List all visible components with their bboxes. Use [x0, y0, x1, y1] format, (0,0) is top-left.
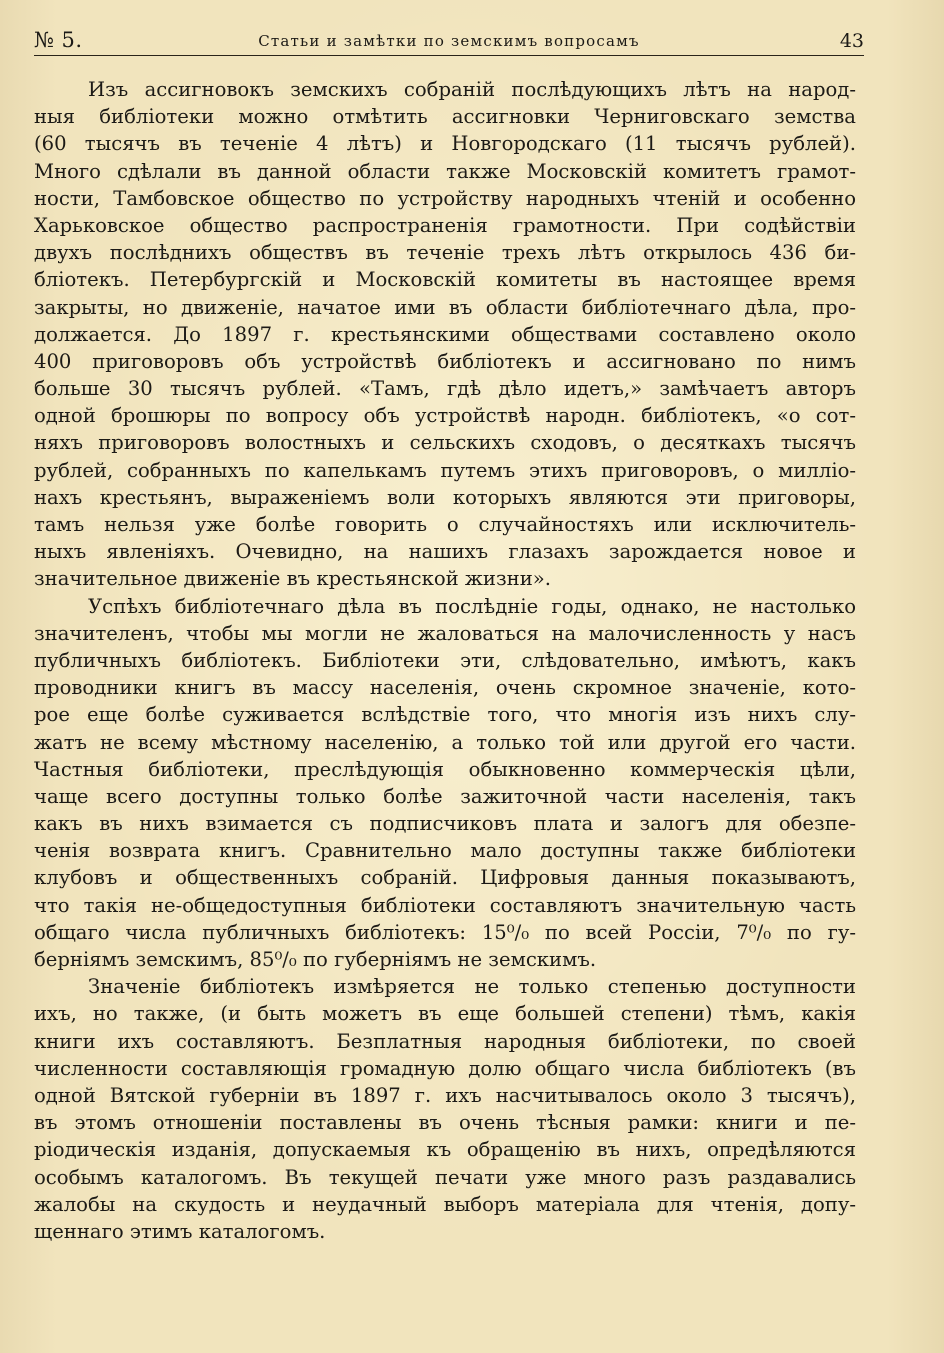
text-line: одной брошюры по вопросу объ устройствѣ народн. библіотекъ, «о сот- — [34, 404, 856, 428]
text-line: значительное движеніе въ крестьянской жизни». — [34, 567, 552, 591]
text-line: щеннаго этимъ каталогомъ. — [34, 1219, 326, 1243]
text-line: двухъ послѣднихъ обществъ въ теченіе трехъ лѣтъ открылось 436 би- — [34, 241, 856, 265]
text-line: рое еще болѣе суживается вслѣдствіе того, что многія изъ нихъ слу- — [34, 703, 856, 727]
text-line: ріодическія изданія, допускаемыя къ обращенію въ нихъ, опредѣляются — [34, 1138, 856, 1162]
text-line: жатъ не всему мѣстному населенію, а только той или другой его части. — [34, 730, 856, 754]
running-header — [34, 26, 864, 56]
text-line: ности, Тамбовское общество по устройству народныхъ чтеній и особенно — [34, 186, 856, 210]
text-line: ныя библіотеки можно отмѣтить ассигновки Черниговскаго земства — [34, 105, 856, 129]
text-line: должается. До 1897 г. крестьянскими обществами составлено около — [34, 322, 856, 346]
text-line: особымъ каталогомъ. Въ текущей печати уже много разъ раздавались — [34, 1165, 856, 1189]
text-line: нахъ крестьянъ, выраженіемъ воли которыхъ являются эти приговоры, — [34, 485, 856, 509]
text-line: что такія не-общедоступныя библіотеки составляютъ значительную часть — [34, 893, 856, 917]
page-number: 43 — [839, 30, 864, 52]
text-line: няхъ приговоровъ волостныхъ и сельскихъ сходовъ, о десяткахъ тысячъ — [34, 431, 856, 455]
text-line: ихъ, но также, (и быть можетъ въ еще большей степени) тѣмъ, какія — [34, 1002, 856, 1026]
text-line: Частныя библіотеки, преслѣдующія обыкновенно коммерческія цѣли, — [34, 757, 856, 781]
text-line: какъ въ нихъ взимается съ подписчиковъ плата и залогъ для обезпе- — [34, 812, 856, 836]
text-line: численности составляющія громадную долю общаго числа библіотекъ (въ — [34, 1056, 856, 1080]
text-line: Значеніе библіотекъ измѣряется не только степенью доступности — [88, 975, 856, 999]
section-title: Статьи и замѣтки по земскимъ вопросамъ — [258, 32, 640, 50]
text-line: Харьковское общество распространенія грамотности. При содѣйствіи — [34, 213, 856, 237]
paragraph — [34, 593, 856, 974]
text-line: ныхъ явленіяхъ. Очевидно, на нашихъ глазахъ зарождается новое и — [34, 540, 856, 564]
text-line: значителенъ, чтобы мы могли не жаловаться на малочисленность у насъ — [34, 621, 856, 645]
text-line: въ этомъ отношеніи поставлены въ очень тѣсныя рамки: книги и пе- — [34, 1111, 856, 1135]
article-body — [34, 76, 856, 1245]
paragraph — [34, 973, 856, 1245]
header-divider — [34, 55, 864, 56]
text-line: закрыты, но движеніе, начатое ими въ области библіотечнаго дѣла, про- — [34, 295, 856, 319]
text-line: общаго числа публичныхъ библіотекъ: 15⁰/₀ по всей Россіи, 7⁰/₀ по гу- — [34, 920, 856, 944]
text-line: Изъ ассигновокъ земскихъ собраній послѣдующихъ лѣтъ на народ- — [88, 78, 856, 101]
text-line: проводники книгъ въ массу населенія, очень скромное значеніе, кото- — [34, 676, 856, 700]
text-line: 400 приговоровъ объ устройствѣ библіотекъ и ассигновано по нимъ — [34, 349, 856, 373]
text-line: Успѣхъ библіотечнаго дѣла въ послѣдніе годы, однако, не настолько — [88, 594, 856, 618]
text-line: берніямъ земскимъ, 85⁰/₀ по губерніямъ не земскимъ. — [34, 948, 597, 971]
text-line: больше 30 тысячъ рублей. «Тамъ, гдѣ дѣло идетъ,» замѣчаетъ авторъ — [34, 377, 856, 401]
text-line: чаще всего доступны только болѣе зажиточной части населенія, такъ — [34, 784, 856, 808]
text-line: клубовъ и общественныхъ собраній. Цифровыя данныя показываютъ, — [34, 866, 856, 890]
text-line: (60 тысячъ въ теченіе 4 лѣтъ) и Новгородскаго (11 тысячъ рублей). — [34, 132, 856, 156]
text-line: одной Вятской губерніи въ 1897 г. ихъ насчитывалось около 3 тысячъ), — [34, 1083, 856, 1107]
paragraph — [34, 76, 856, 593]
text-line: бліотекъ. Петербургскій и Московскій комитеты въ настоящее время — [34, 268, 856, 292]
text-line: ченія возврата книгъ. Сравнительно мало доступны также библіотеки — [34, 839, 856, 863]
text-line: публичныхъ библіотекъ. Библіотеки эти, слѣдовательно, имѣютъ, какъ — [34, 648, 856, 672]
text-line: книги ихъ составляютъ. Безплатныя народныя библіотеки, по своей — [34, 1029, 856, 1053]
text-line: Много сдѣлали въ данной области также Московскій комитетъ грамот- — [34, 159, 856, 183]
text-line: тамъ нельзя уже болѣе говорить о случайностяхъ или исключитель- — [34, 513, 856, 536]
issue-number: № 5. — [34, 28, 83, 52]
text-line: жалобы на скудость и неудачный выборъ матеріала для чтенія, допу- — [34, 1192, 856, 1216]
text-line: рублей, собранныхъ по капелькамъ путемъ этихъ приговоровъ, о милліо- — [34, 458, 856, 482]
